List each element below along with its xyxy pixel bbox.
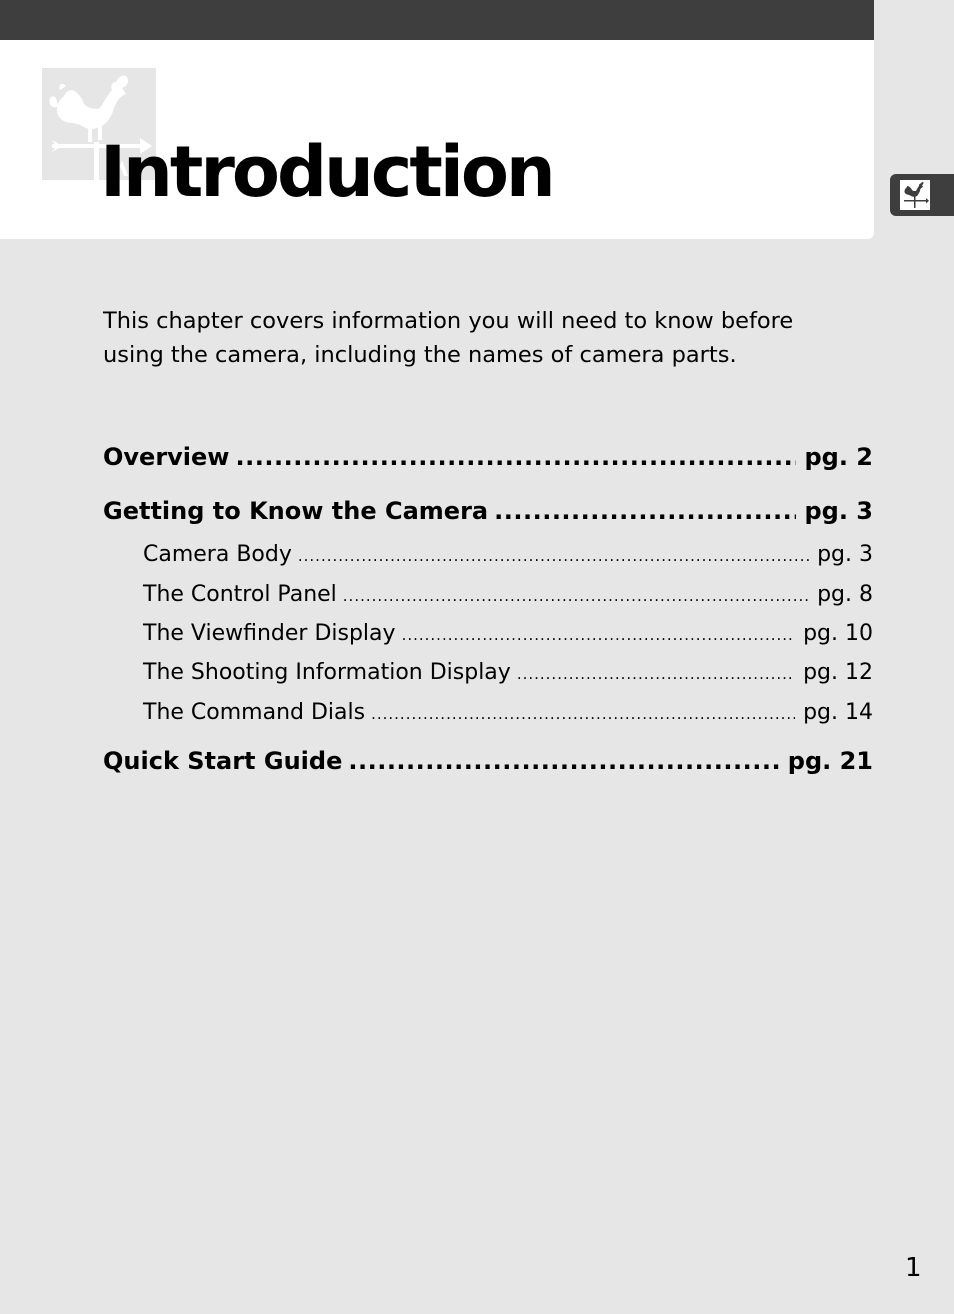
toc-dot-leader bbox=[343, 579, 809, 613]
toc-entry-label: Overview bbox=[103, 443, 230, 471]
toc-entry-label: Getting to Know the Camera bbox=[103, 497, 489, 525]
toc-entry-page: pg. 14 bbox=[803, 700, 873, 725]
toc-entry-label: Camera Body bbox=[143, 542, 292, 567]
toc-entry-page: pg. 21 bbox=[787, 747, 873, 775]
toc-entry-page: pg. 10 bbox=[803, 621, 873, 646]
top-bar bbox=[0, 0, 874, 40]
toc-entry-label: The Viewfinder Display bbox=[143, 621, 396, 646]
toc-dot-leader bbox=[517, 657, 795, 691]
chapter-intro bbox=[103, 304, 863, 372]
intro-line-2: using the camera, including the names of camera parts. bbox=[103, 342, 737, 368]
toc-entry-getting-to-know-the-camera[interactable] bbox=[103, 493, 873, 529]
weathervane-rooster-icon bbox=[900, 180, 930, 210]
toc-entry-page: pg. 3 bbox=[804, 497, 873, 525]
toc-entry-page: pg. 3 bbox=[817, 542, 873, 567]
toc-entry-viewfinder-display[interactable] bbox=[143, 617, 873, 651]
toc-entry-label: The Shooting Information Display bbox=[143, 660, 511, 685]
toc-entry-shooting-information-display[interactable] bbox=[143, 656, 873, 690]
toc-entry-camera-body[interactable] bbox=[143, 538, 873, 572]
toc-dot-leader bbox=[298, 539, 809, 573]
toc-entry-overview[interactable] bbox=[103, 439, 873, 475]
page-number: 1 bbox=[905, 1253, 922, 1283]
toc-entry-page: pg. 8 bbox=[817, 582, 873, 607]
toc-entry-label: The Control Panel bbox=[143, 582, 337, 607]
toc-entry-page: pg. 12 bbox=[803, 660, 873, 685]
chapter-tab[interactable] bbox=[890, 174, 954, 216]
toc-entry-label: Quick Start Guide bbox=[103, 747, 343, 775]
toc-entry-page: pg. 2 bbox=[804, 443, 873, 471]
intro-line-1: This chapter covers information you will need to know before bbox=[103, 308, 794, 334]
toc-entry-label: The Command Dials bbox=[143, 700, 366, 725]
toc-entry-quick-start-guide[interactable] bbox=[103, 743, 873, 779]
toc-dot-leader bbox=[235, 439, 796, 475]
toc-dot-leader bbox=[494, 493, 796, 529]
toc-dot-leader bbox=[348, 743, 779, 779]
toc-entry-control-panel[interactable] bbox=[143, 578, 873, 612]
toc-dot-leader bbox=[402, 618, 796, 652]
page-title: Introduction bbox=[100, 131, 553, 213]
toc-dot-leader bbox=[371, 697, 795, 731]
toc-entry-command-dials[interactable] bbox=[143, 696, 873, 730]
